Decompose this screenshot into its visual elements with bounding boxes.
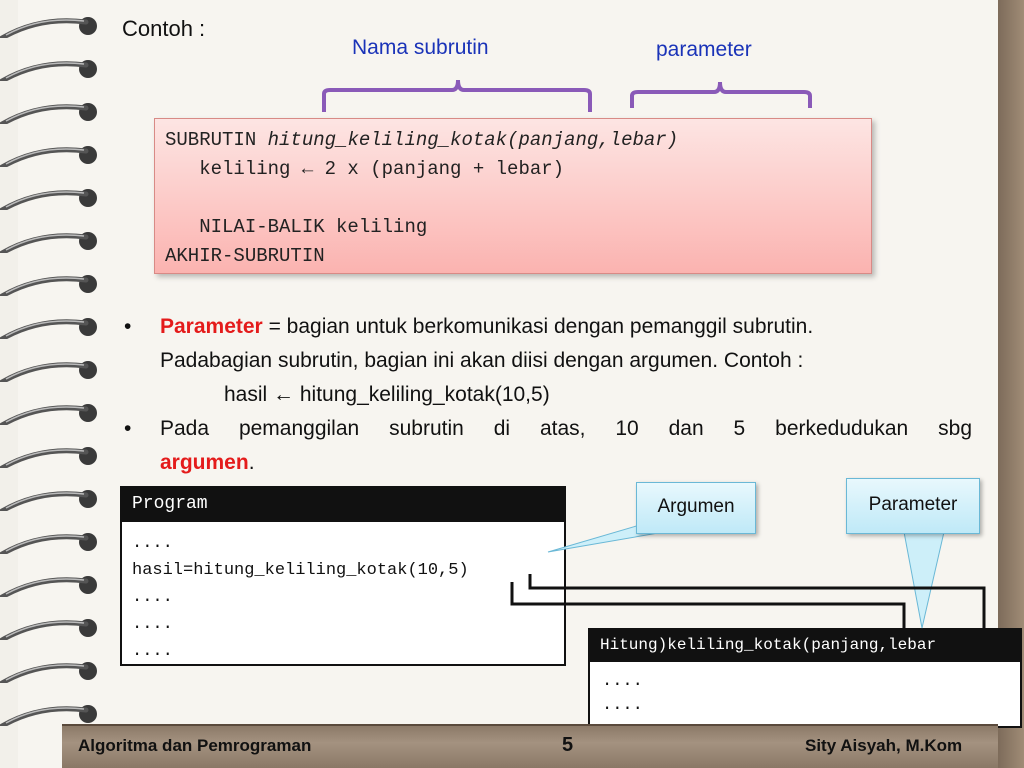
program-line: .... — [132, 642, 173, 661]
spiral-ring-icon — [0, 8, 100, 38]
code-line-4: NILAI-BALIK keliling — [165, 216, 428, 238]
code-line-3 — [165, 184, 861, 213]
program-line: .... — [132, 588, 173, 607]
spiral-ring-icon — [0, 51, 100, 81]
hitung-line: .... — [602, 696, 643, 715]
code-line-2: keliling ← 2 x (panjang + lebar) — [165, 158, 565, 180]
spiral-ring-icon — [0, 481, 100, 511]
spiral-ring-icon — [0, 524, 100, 554]
spiral-ring-icon — [0, 438, 100, 468]
nama-subrutin-label: Nama subrutin — [352, 36, 489, 59]
spiral-ring-icon — [0, 653, 100, 683]
parameter-explanation: Padabagian subrutin, bagian ini akan diisi dengan argumen. Contoh : — [160, 349, 804, 372]
parameter-definition: = bagian untuk berkomunikasi dengan pemanggil subrutin. — [262, 315, 814, 338]
hitung-box-header: Hitung)keliling_kotak(panjang,lebar — [590, 630, 1020, 662]
program-box-header: Program — [122, 488, 564, 522]
spiral-ring-icon — [0, 395, 100, 425]
program-call-line: hasil=hitung_keliling_kotak(10,5) — [132, 561, 469, 580]
argumen-period: . — [248, 451, 255, 474]
spiral-ring-icon — [0, 223, 100, 253]
spiral-ring-icon — [0, 180, 100, 210]
footer-course-title: Algoritma dan Pemrograman — [78, 736, 312, 755]
footer-author: Sity Aisyah, M.Kom — [805, 736, 963, 755]
argumen-explanation: Pada pemanggilan subrutin di atas, 10 dan 5 berkedudukan sbg — [160, 417, 972, 440]
subroutine-code-box — [154, 118, 872, 274]
hitung-subroutine-box — [588, 628, 1022, 728]
spiral-ring-icon — [0, 266, 100, 296]
program-box — [120, 486, 566, 666]
spiral-ring-icon — [0, 352, 100, 382]
bullet-dot-icon: • — [124, 315, 132, 338]
parameter-example: hasil ← hitung_keliling_kotak(10,5) — [224, 383, 550, 406]
spiral-ring-icon — [0, 137, 100, 167]
argumen-callout: Argumen — [636, 482, 756, 534]
bullet-item-parameter — [124, 310, 972, 412]
program-line: .... — [132, 615, 173, 634]
code-keyword: SUBRUTIN — [165, 129, 268, 151]
spiral-ring-icon — [0, 567, 100, 597]
parameter-label: parameter — [656, 38, 752, 61]
code-line-1 — [165, 126, 861, 155]
footer-page-number: 5 — [562, 734, 574, 756]
program-line: .... — [132, 534, 173, 553]
parameter-callout: Parameter — [846, 478, 980, 534]
bullet-item-argumen — [124, 412, 972, 480]
hitung-box-body — [590, 662, 1020, 726]
spiral-ring-icon — [0, 309, 100, 339]
hitung-line: .... — [602, 672, 643, 691]
spiral-ring-icon — [0, 610, 100, 640]
program-box-body — [122, 522, 564, 673]
spiral-ring-icon — [0, 94, 100, 124]
argumen-term: argumen — [160, 451, 249, 474]
parameter-term: Parameter — [160, 315, 263, 338]
bullet-list — [124, 310, 972, 480]
code-line-5: AKHIR-SUBRUTIN — [165, 245, 325, 267]
bullet-dot-icon: • — [124, 417, 132, 440]
code-subroutine-signature: hitung_keliling_kotak(panjang,lebar) — [267, 129, 679, 151]
contoh-heading: Contoh : — [122, 16, 206, 41]
spiral-ring-icon — [0, 696, 100, 726]
